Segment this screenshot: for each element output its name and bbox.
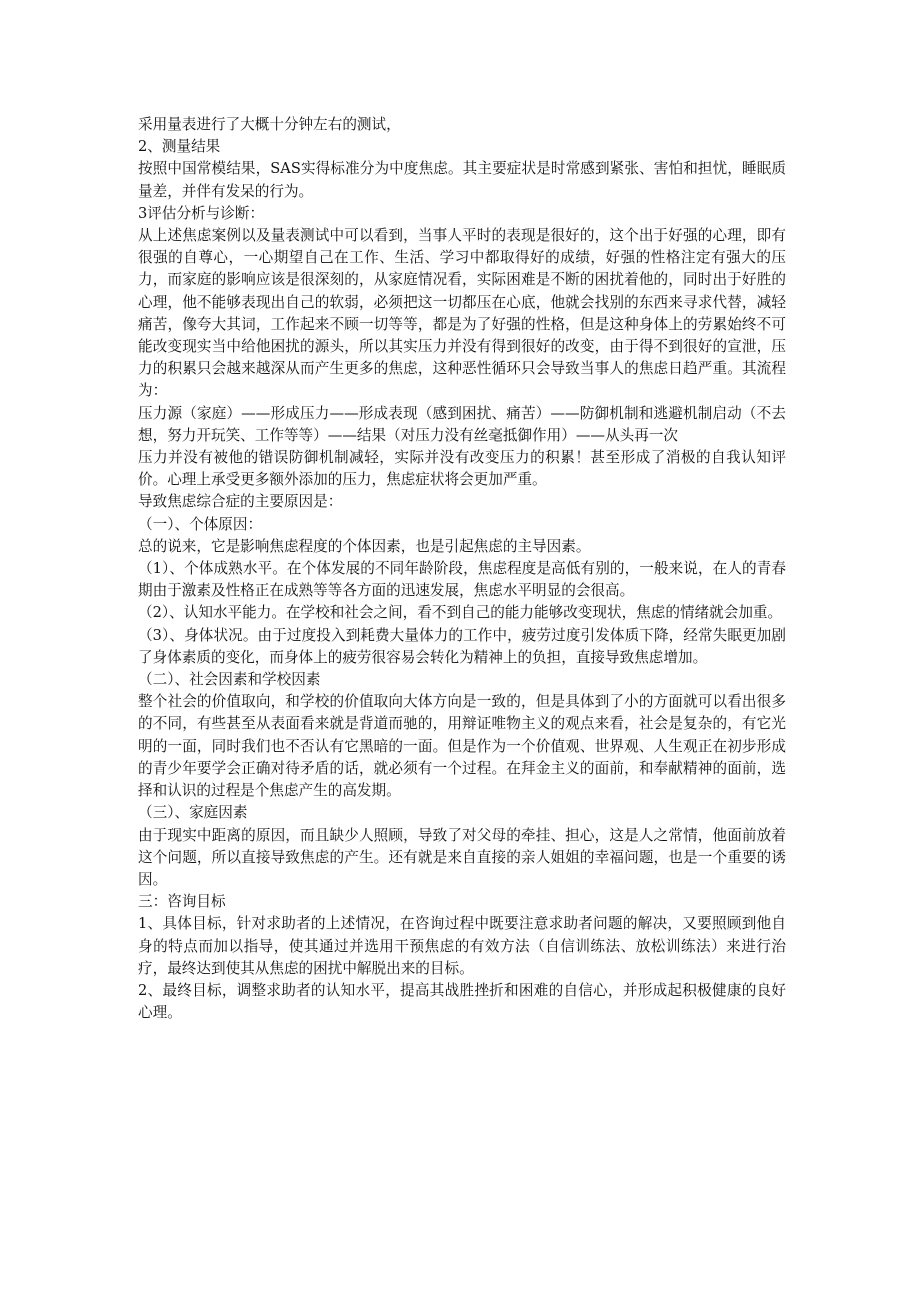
paragraph-process-flow: 压力源（家庭）——形成压力——形成表现（感到困扰、痛苦）——防御机制和逃避机制启动（不去想，努力开玩笑、工作等等）——结果（对压力没有丝毫抵御作用）——从头再一次	[138, 404, 786, 444]
heading-main-causes: 导致焦虑综合症的主要原因是：	[138, 493, 343, 511]
paragraph-cognitive-ability: （2）、认知水平能力。在学校和社会之间，看不到自己的能力能够改变现状，焦虑的情绪就会加重。	[138, 604, 783, 622]
heading-measurement-result: 2、测量结果	[138, 138, 221, 156]
paragraph-defense-mechanism: 压力并没有被他的错误防御机制减轻，实际并没有改变压力的积累！甚至形成了消极的自我认知评价。心理上承受更多额外添加的压力，焦虑症状将会更加严重。	[138, 449, 786, 489]
heading-family-factors: （三）、家庭因素	[138, 804, 248, 822]
heading-social-school-factors: （二）、社会因素和学校因素	[138, 671, 321, 689]
paragraph-physical-condition: （3）、身体状况。由于过度投入到耗费大量体力的工作中，疲劳过度引发体质下降，经常失眠更加剧了身体素质的变化，而身体上的疲劳很容易会转化为精神上的负担，直接导致焦虑增加。	[138, 626, 786, 666]
heading-individual-causes: （一）、个体原因：	[138, 515, 263, 533]
paragraph-family-distance: 由于现实中距离的原因，而且缺少人照顾，导致了对父母的牵挂、担心，这是人之常情，他面前放着这个问题，所以直接导致焦虑的产生。还有就是来自直接的亲人姐姐的幸福问题，也是一个重要的诱因。	[138, 826, 786, 888]
paragraph-social-values: 整个社会的价值取向，和学校的价值取向大体方向是一致的，但是具体到了小的方面就可以看出很多的不同，有些甚至从表面看来就是背道而驰的，用辩证唯物主义的观点来看，社会是复杂的，有它光明的一面，同时我们也不否认有它黑暗的一面。但是作为一个价值观、世界观、人生观正在初步形成的青少年要学会正确对待矛盾的话，就必须有一个过程。在拜金主义的面前，和奉献精神的面前，选择和认识的过程是个焦虑产生的高发期。	[138, 693, 786, 800]
paragraph-sas-result: 按照中国常模结果，SAS实得标准分为中度焦虑。其主要症状是时常感到紧张、害怕和担忧，睡眠质量差，并伴有发呆的行为。	[138, 160, 786, 200]
paragraph-test-duration: 采用量表进行了大概十分钟左右的测试，	[138, 116, 401, 133]
paragraph-maturity-level: （1）、个体成熟水平。在个体发展的不同年龄阶段，焦虑程度是高低有别的，一般来说，在人的青春期由于激素及性格正在成熟等等各方面的迅速发展，焦虑水平明显的会很高。	[138, 560, 786, 600]
heading-counseling-goals: 三：咨询目标	[138, 893, 226, 911]
heading-assessment-diagnosis: 3评估分析与诊断：	[138, 204, 265, 222]
paragraph-specific-goal: 1、具体目标，针对求助者的上述情况，在咨询过程中既要注意求助者问题的解决，又要照顾到他自身的特点而加以指导，使其通过并选用干预焦虑的有效方法（自信训练法、放松训练法）来进行治疗，最终达到使其从焦虑的困扰中解脱出来的目标。	[138, 915, 786, 977]
paragraph-case-analysis: 从上述焦虑案例以及量表测试中可以看到，当事人平时的表现是很好的，这个出于好强的心理，即有很强的自尊心，一心期望自己在工作、生活、学习中都取得好的成绩，好强的性格注定有强大的压力，而家庭的影响应该是很深刻的，从家庭情况看，实际困难是不断的困扰着他的，同时出于好胜的心理，他不能够表现出自己的软弱，必须把这一切都压在心底，他就会找别的东西来寻求代替，减轻痛苦，像夸大其词，工作起来不顾一切等等，都是为了好强的性格，但是这种身体上的劳累始终不可能改变现实当中给他困扰的源头，所以其实压力并没有得到很好的改变，由于得不到很好的宣泄，压力的积累只会越来越深从而产生更多的焦虑，这种恶性循环只会导致当事人的焦虑日趋严重。其流程为：	[138, 227, 786, 400]
document-body	[138, 114, 786, 1024]
paragraph-final-goal: 2、最终目标，调整求助者的认知水平，提高其战胜挫折和困难的自信心，并形成起积极健康的良好心理。	[138, 981, 786, 1022]
paragraph-individual-summary: 总的说来，它是影响焦虑程度的个体因素，也是引起焦虑的主导因素。	[138, 537, 591, 555]
